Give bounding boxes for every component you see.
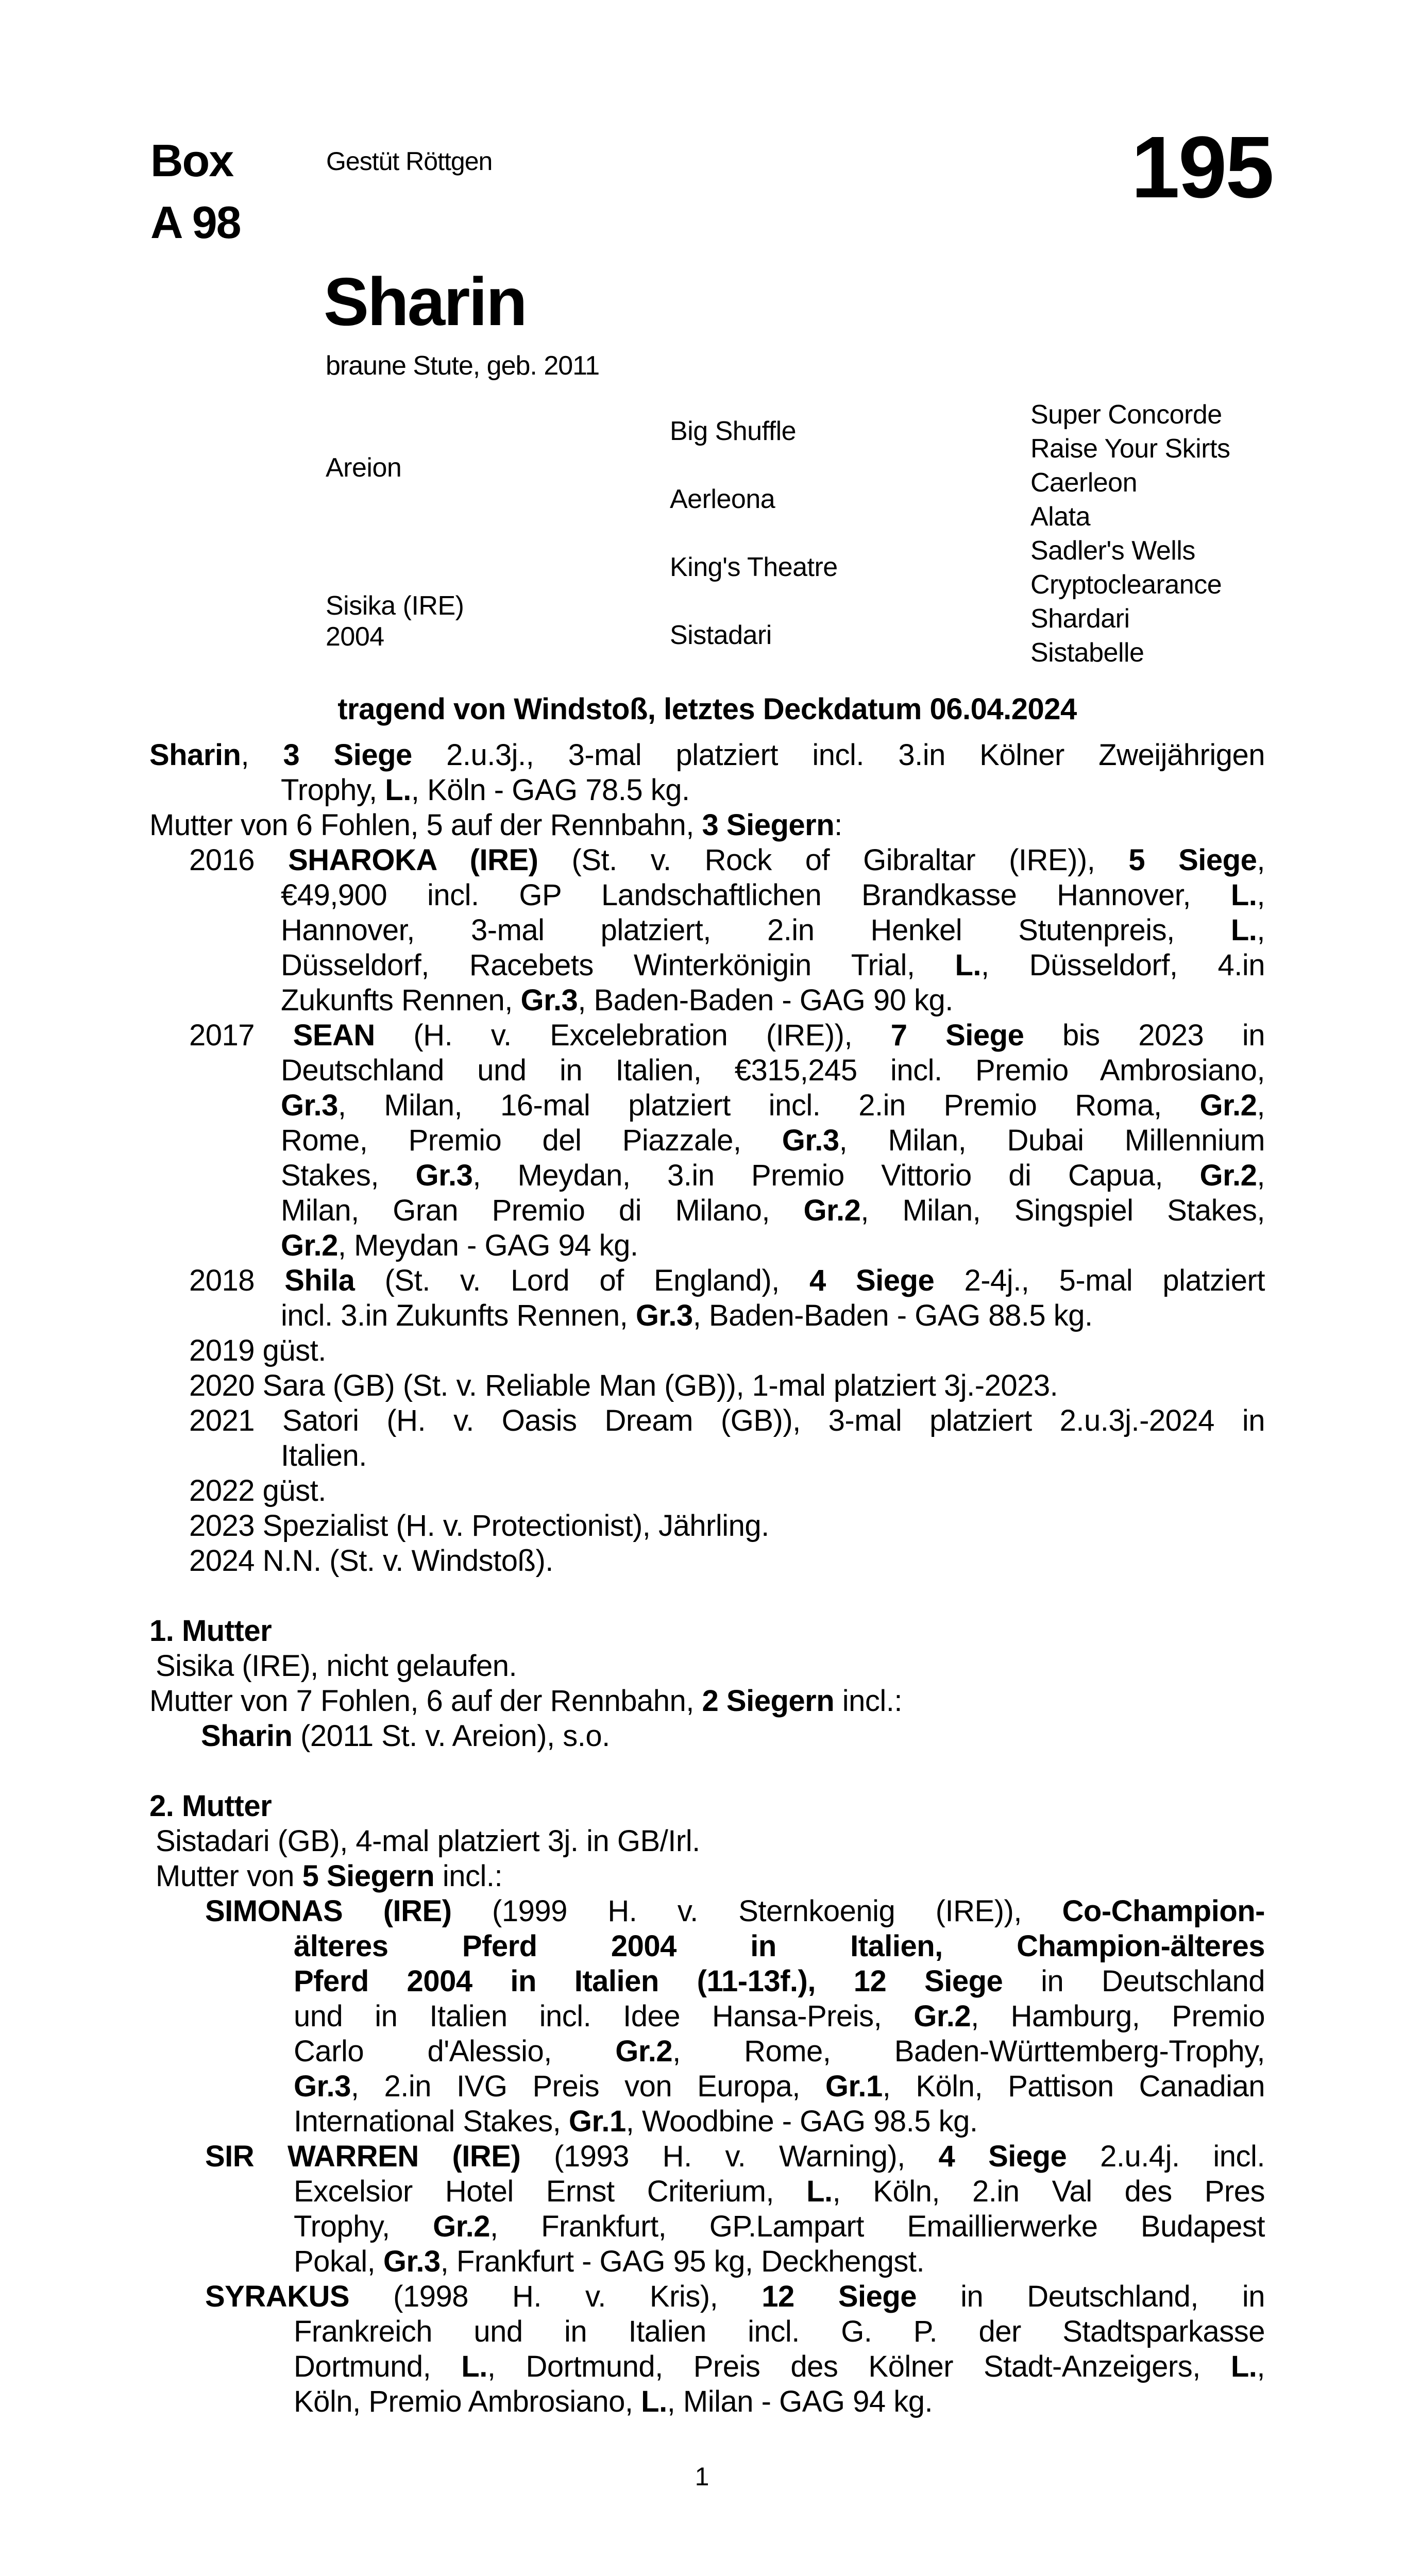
- text-segment: (2011 St. v. Areion), s.o.: [292, 1719, 610, 1753]
- text-segment: L.: [461, 2350, 487, 2383]
- pedigree-name: Shardari: [1030, 604, 1130, 634]
- text-segment: Gr.2: [914, 1999, 971, 2033]
- text-segment: 2016: [189, 843, 289, 877]
- text-segment: 3 Siegern: [702, 808, 835, 842]
- text-segment: 5 Siegern: [302, 1859, 435, 1893]
- text-line: [149, 2174, 1265, 2209]
- text-segment: L.: [641, 2385, 667, 2418]
- pedigree-name: Areion: [326, 453, 402, 483]
- text-segment: ,: [1257, 843, 1265, 877]
- text-segment: 12 Siege: [762, 2280, 917, 2313]
- text-segment: älteres Pferd 2004 in Italien, Champion-älteres: [294, 1929, 1265, 1963]
- page-number: 1: [695, 2462, 709, 2491]
- text-line: [149, 1193, 1265, 1228]
- text-line: [149, 1333, 1265, 1368]
- text-segment: (St. v. Lord of England),: [354, 1264, 810, 1297]
- text-segment: , Milan - GAG 94 kg.: [667, 2385, 933, 2418]
- text-segment: Gr.2: [433, 2210, 490, 2243]
- text-segment: Gr.1: [825, 2070, 883, 2103]
- text-segment: 1. Mutter: [149, 1614, 272, 1648]
- text-segment: (1999 H. v. Sternkoenig (IRE)),: [451, 1894, 1062, 1928]
- text-line: [149, 1614, 1265, 1649]
- pedigree-name: Alata: [1030, 502, 1091, 532]
- text-segment: Rome, Premio del Piazzale,: [281, 1124, 782, 1157]
- text-segment: Düsseldorf, Racebets Winterkönigin Trial,: [281, 948, 955, 982]
- text-line: [149, 1473, 1265, 1509]
- text-segment: L.: [806, 2175, 833, 2208]
- text-line: [149, 1228, 1265, 1263]
- text-line: [149, 2279, 1265, 2314]
- pedigree-great-grandparent: [1030, 534, 1305, 568]
- text-segment: 2018: [189, 1264, 285, 1297]
- pedigree-table: [326, 398, 1305, 670]
- text-line: [149, 1999, 1265, 2034]
- text-segment: Co-Champion-: [1062, 1894, 1265, 1928]
- text-segment: 2020 Sara (GB) (St. v. Reliable Man (GB)), 1-mal platziert 3j.-2023.: [189, 1369, 1058, 1402]
- text-line: [149, 808, 1265, 843]
- pedigree-name: Sisika (IRE): [326, 591, 464, 621]
- text-segment: Gr.3: [782, 1124, 839, 1157]
- pedigree-name: Caerleon: [1030, 468, 1138, 498]
- text-segment: 5 Siege: [1128, 843, 1257, 877]
- text-segment: SIMONAS (IRE): [205, 1894, 452, 1928]
- text-segment: Gr.3: [520, 984, 578, 1017]
- text-segment: , Düsseldorf, 4.in: [981, 948, 1265, 982]
- text-segment: Mutter von 6 Fohlen, 5 auf der Rennbahn,: [149, 808, 702, 842]
- pedigree-great-grandparent: [1030, 636, 1305, 670]
- spacer-line: [149, 1579, 1265, 1614]
- race-record-text: [149, 738, 1265, 2419]
- text-segment: Zukunfts Rennen,: [281, 984, 521, 1017]
- text-line: [149, 1263, 1265, 1298]
- text-segment: Excelsior Hotel Ernst Criterium,: [294, 2175, 807, 2208]
- pedigree-generation-1: [326, 398, 666, 670]
- text-line: [149, 1824, 1265, 1859]
- text-line: [149, 2244, 1265, 2279]
- text-segment: (H. v. Excelebration (IRE)),: [375, 1019, 891, 1052]
- text-line: [149, 878, 1265, 913]
- text-segment: ,: [241, 738, 283, 772]
- text-segment: 2023 Spezialist (H. v. Protectionist), Jährling.: [189, 1509, 769, 1543]
- pedigree-name: Sistadari: [670, 620, 772, 650]
- text-segment: €49,900 incl. GP Landschaftlichen Brandkasse Hannover,: [281, 878, 1231, 912]
- text-segment: Gr.3: [415, 1159, 473, 1192]
- pedigree-generation-2: [670, 398, 1025, 670]
- text-line: [149, 948, 1265, 983]
- text-line: [149, 2034, 1265, 2069]
- pedigree-name: Cryptoclearance: [1030, 570, 1222, 600]
- text-segment: Pferd 2004 in Italien (11-13f.), 12 Siege: [294, 1964, 1003, 1998]
- text-segment: (St. v. Rock of Gibraltar (IRE)),: [538, 843, 1129, 877]
- text-segment: , Baden-Baden - GAG 90 kg.: [578, 984, 953, 1017]
- pedigree-name: Sadler's Wells: [1030, 536, 1195, 566]
- text-line: [149, 1859, 1265, 1894]
- text-segment: SYRAKUS: [205, 2280, 350, 2313]
- text-segment: Dortmund,: [294, 2350, 462, 2383]
- text-segment: Frankreich und in Italien incl. G. P. der Stadtsparkasse: [294, 2315, 1265, 2348]
- text-segment: Gr.2: [1199, 1089, 1257, 1122]
- text-line: [149, 2349, 1265, 2384]
- text-segment: 2022 güst.: [189, 1474, 326, 1507]
- text-segment: Gr.3: [383, 2245, 441, 2278]
- text-segment: Mutter von 7 Fohlen, 6 auf der Rennbahn,: [149, 1684, 702, 1718]
- lot-number: 195: [1131, 118, 1273, 216]
- text-segment: ,: [1257, 2350, 1265, 2383]
- text-segment: Gr.3: [294, 2070, 351, 2103]
- consignor-name: Gestüt Röttgen: [326, 147, 493, 176]
- text-segment: L.: [1230, 913, 1257, 947]
- text-segment: , Dortmund, Preis des Kölner Stadt-Anzeigers,: [487, 2350, 1231, 2383]
- pedigree-great-grandparent: [1030, 398, 1305, 432]
- text-segment: , Milan, Singspiel Stakes,: [860, 1194, 1265, 1227]
- text-segment: Carlo d'Alessio,: [294, 2035, 616, 2068]
- text-segment: Sharin: [149, 738, 241, 772]
- pedigree-sire: [326, 398, 666, 534]
- text-line: [149, 913, 1265, 948]
- text-segment: 2.u.4j. incl.: [1067, 2140, 1265, 2173]
- pedigree-great-grandparent: [1030, 466, 1305, 500]
- text-segment: Gr.2: [615, 2035, 673, 2068]
- text-segment: , Woodbine - GAG 98.5 kg.: [625, 2105, 978, 2138]
- text-segment: Gr.1: [568, 2105, 626, 2138]
- horse-description: braune Stute, geb. 2011: [326, 351, 600, 381]
- text-line: [149, 2104, 1265, 2139]
- text-segment: Pokal,: [294, 2245, 383, 2278]
- pedigree-name: King's Theatre: [670, 552, 838, 582]
- text-segment: Deutschland und in Italien, €315,245 incl. Premio Ambrosiano,: [281, 1054, 1265, 1087]
- text-segment: ,: [1257, 1159, 1265, 1192]
- text-line: [149, 1544, 1265, 1579]
- text-line: [149, 1789, 1265, 1824]
- text-segment: Gr.3: [635, 1299, 693, 1332]
- text-segment: Hannover, 3-mal platziert, 2.in Henkel Stutenpreis,: [281, 913, 1231, 947]
- pedigree-grandparent: [670, 466, 1025, 534]
- text-line: [149, 983, 1265, 1018]
- text-segment: L.: [1230, 2350, 1257, 2383]
- box-label: Box: [150, 135, 233, 186]
- text-segment: , Meydan, 3.in Premio Vittorio di Capua,: [472, 1159, 1200, 1192]
- pedigree-name: Aerleona: [670, 484, 775, 514]
- text-segment: (1993 H. v. Warning),: [520, 2140, 939, 2173]
- text-segment: ,: [1257, 878, 1265, 912]
- text-segment: Mutter von: [156, 1859, 302, 1893]
- text-segment: Trophy,: [281, 773, 385, 807]
- text-segment: 4 Siege: [809, 1264, 935, 1297]
- text-segment: Gr.2: [1199, 1159, 1257, 1192]
- text-line: [149, 1123, 1265, 1158]
- text-line: [149, 1053, 1265, 1088]
- text-line: [149, 1894, 1265, 1929]
- text-segment: , Köln, Pattison Canadian: [882, 2070, 1265, 2103]
- text-segment: Gr.2: [281, 1229, 338, 1262]
- text-line: [149, 2314, 1265, 2349]
- text-line: [149, 1438, 1265, 1473]
- page-title: Sharin: [324, 264, 526, 340]
- covering-note: tragend von Windstoß, letztes Deckdatum 06.04.2024: [337, 692, 1077, 726]
- text-segment: Milan, Gran Premio di Milano,: [281, 1194, 804, 1227]
- text-line: [149, 843, 1265, 878]
- text-segment: , Frankfurt - GAG 95 kg, Deckhengst.: [440, 2245, 925, 2278]
- text-segment: (1998 H. v. Kris),: [349, 2280, 762, 2313]
- text-segment: , Frankfurt, GP.Lampart Emaillierwerke Budapest: [490, 2210, 1265, 2243]
- text-segment: L.: [385, 773, 411, 807]
- text-segment: :: [834, 808, 842, 842]
- text-line: [149, 2069, 1265, 2104]
- text-segment: , Rome, Baden-Württemberg-Trophy,: [672, 2035, 1265, 2068]
- text-segment: Stakes,: [281, 1159, 416, 1192]
- text-segment: 2017: [189, 1019, 293, 1052]
- text-segment: 2.u.3j., 3-mal platziert incl. 3.in Kölner Zweijährigen: [412, 738, 1265, 772]
- text-line: [149, 738, 1265, 773]
- text-segment: Italien.: [281, 1439, 367, 1472]
- text-segment: 4 Siege: [938, 2140, 1067, 2173]
- text-segment: , Milan, Dubai Millennium: [839, 1124, 1265, 1157]
- box-number: A 98: [150, 197, 241, 248]
- text-segment: 2. Mutter: [149, 1789, 272, 1823]
- text-segment: L.: [955, 948, 982, 982]
- text-segment: , Köln - GAG 78.5 kg.: [411, 773, 690, 807]
- pedigree-grandparent: [670, 398, 1025, 466]
- text-line: [149, 2384, 1265, 2419]
- text-segment: Gr.3: [281, 1089, 338, 1122]
- text-line: [149, 2139, 1265, 2174]
- text-segment: , Milan, 16-mal platziert incl. 2.in Premio Roma,: [337, 1089, 1200, 1122]
- text-segment: 2019 güst.: [189, 1334, 326, 1367]
- text-segment: bis 2023 in: [1024, 1019, 1265, 1052]
- pedigree-name: 2004: [326, 622, 384, 652]
- text-segment: 2024 N.N. (St. v. Windstoß).: [189, 1544, 553, 1578]
- text-segment: 7 Siege: [890, 1019, 1024, 1052]
- text-segment: , 2.in IVG Preis von Europa,: [350, 2070, 825, 2103]
- pedigree-dam: [326, 534, 666, 670]
- text-segment: incl. 3.in Zukunfts Rennen,: [281, 1299, 636, 1332]
- text-segment: in Deutschland: [1003, 1964, 1265, 1998]
- spacer-line: [149, 1754, 1265, 1789]
- pedigree-grandparent: [670, 602, 1025, 670]
- text-line: [149, 1929, 1265, 1964]
- text-line: [149, 773, 1265, 808]
- text-segment: L.: [1230, 878, 1257, 912]
- text-segment: , Baden-Baden - GAG 88.5 kg.: [692, 1299, 1093, 1332]
- text-segment: SIR WARREN (IRE): [205, 2140, 521, 2173]
- pedigree-grandparent: [670, 534, 1025, 602]
- text-segment: 2 Siegern: [702, 1684, 835, 1718]
- text-segment: International Stakes,: [294, 2105, 569, 2138]
- text-segment: SEAN: [293, 1019, 375, 1052]
- text-line: [149, 1684, 1265, 1719]
- text-line: [149, 1298, 1265, 1333]
- text-line: [149, 1158, 1265, 1193]
- text-segment: Sharin: [201, 1719, 293, 1753]
- text-segment: ,: [1257, 1089, 1265, 1122]
- text-segment: Sistadari (GB), 4-mal platziert 3j. in GB/Irl.: [156, 1824, 700, 1858]
- text-line: [149, 1088, 1265, 1123]
- pedigree-great-grandparent: [1030, 432, 1305, 466]
- pedigree-generation-3: [1030, 398, 1305, 670]
- text-segment: , Hamburg, Premio: [971, 1999, 1265, 2033]
- text-segment: Trophy,: [294, 2210, 433, 2243]
- pedigree-great-grandparent: [1030, 568, 1305, 602]
- text-segment: Shila: [284, 1264, 355, 1297]
- text-segment: Sisika (IRE), nicht gelaufen.: [156, 1649, 517, 1683]
- text-line: [149, 1509, 1265, 1544]
- pedigree-great-grandparent: [1030, 500, 1305, 534]
- text-line: [149, 1368, 1265, 1403]
- text-segment: 2-4j., 5-mal platziert: [934, 1264, 1265, 1297]
- text-segment: SHAROKA (IRE): [288, 843, 538, 877]
- text-line: [149, 1964, 1265, 1999]
- pedigree-name: Big Shuffle: [670, 416, 797, 446]
- text-segment: , Köln, 2.in Val des Pres: [832, 2175, 1265, 2208]
- pedigree-name: Raise Your Skirts: [1030, 434, 1230, 464]
- text-line: [149, 2209, 1265, 2244]
- pedigree-great-grandparent: [1030, 602, 1305, 636]
- text-segment: in Deutschland, in: [917, 2280, 1265, 2313]
- text-segment: ,: [1257, 913, 1265, 947]
- text-segment: , Meydan - GAG 94 kg.: [337, 1229, 638, 1262]
- pedigree-name: Super Concorde: [1030, 400, 1222, 430]
- text-segment: Köln, Premio Ambrosiano,: [294, 2385, 641, 2418]
- text-line: [149, 1018, 1265, 1053]
- pedigree-name: Sistabelle: [1030, 638, 1144, 668]
- text-line: [149, 1649, 1265, 1684]
- text-line: [149, 1403, 1265, 1438]
- text-segment: incl.:: [834, 1684, 903, 1718]
- text-segment: incl.:: [434, 1859, 503, 1893]
- text-segment: und in Italien incl. Idee Hansa-Preis,: [294, 1999, 914, 2033]
- text-segment: 2021 Satori (H. v. Oasis Dream (GB)), 3-mal platziert 2.u.3j.-2024 in: [189, 1404, 1265, 1437]
- text-segment: Gr.2: [803, 1194, 861, 1227]
- text-line: [149, 1719, 1265, 1754]
- text-segment: 3 Siege: [283, 738, 412, 772]
